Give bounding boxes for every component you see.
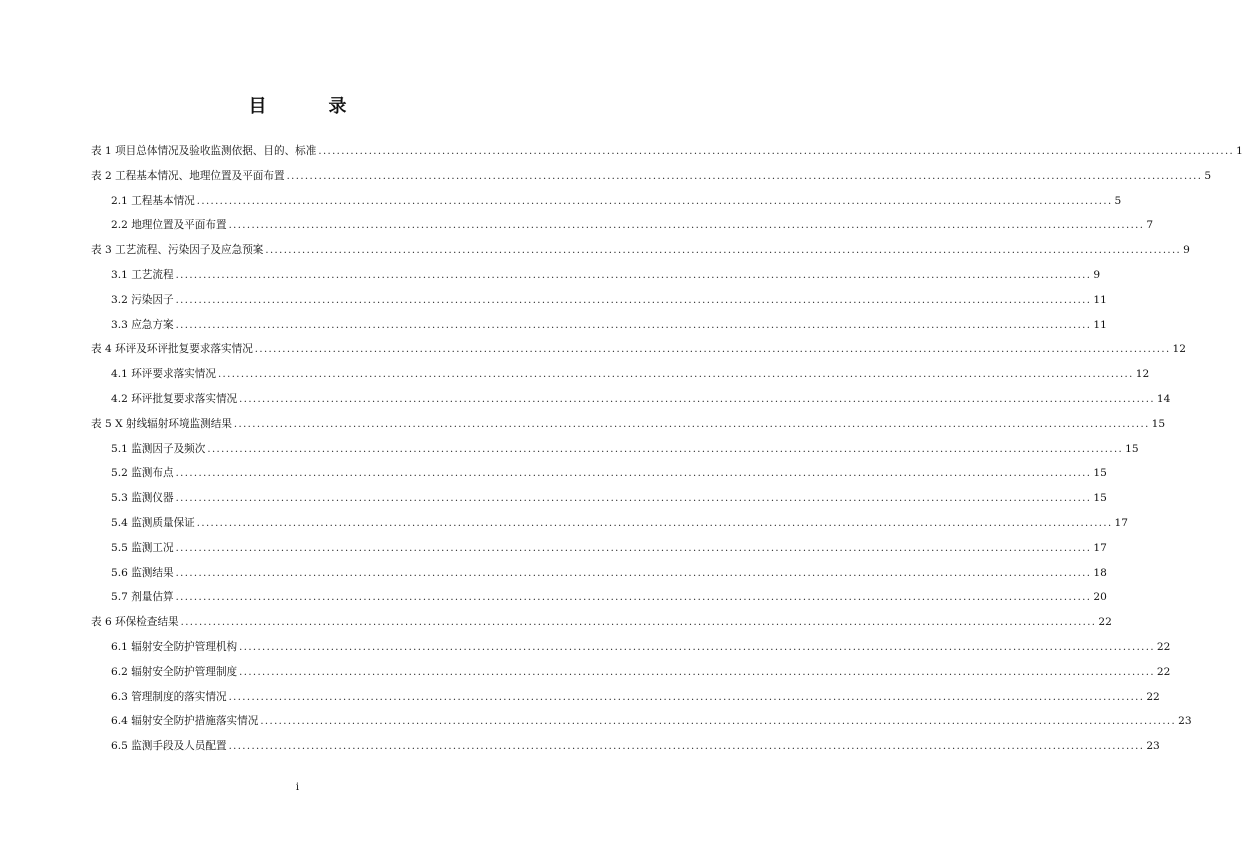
toc-dot-leader: ........................................................................................................................................................................................................ [239, 666, 1155, 678]
toc-entry-page-number: 9 [1183, 244, 1190, 257]
toc-dot-leader: ........................................................................................................................................................................................................ [196, 517, 1113, 529]
toc-entry-page-number: 22 [1146, 690, 1160, 703]
toc-entry-page-number: 15 [1093, 467, 1107, 480]
toc-dot-leader: ........................................................................................................................................................................................................ [175, 567, 1092, 579]
toc-dot-leader: ........................................................................................................................................................................................................ [175, 319, 1092, 331]
toc-entry-label: 3.3 应急方案 [111, 318, 174, 331]
toc-entry-label: 4.2 环评批复要求落实情况 [111, 392, 238, 405]
toc-entry-label: 6.2 辐射安全防护管理制度 [111, 665, 238, 678]
toc-entry-chapter[interactable] [0, 238, 1190, 263]
toc-dot-leader: ........................................................................................................................................................................................................ [175, 592, 1092, 604]
toc-dot-leader: ........................................................................................................................................................................................................ [175, 468, 1092, 480]
toc-entry-page-number: 12 [1172, 343, 1187, 356]
toc-entry-section[interactable] [0, 313, 1107, 338]
toc-entry-label: 6.5 监测手段及人员配置 [111, 740, 227, 753]
toc-entry-page-number: 5 [1114, 194, 1122, 207]
toc-dot-leader: ........................................................................................................................................................................................................ [196, 195, 1113, 207]
toc-entry-section[interactable] [0, 486, 1107, 511]
toc-dot-leader: ........................................................................................................................................................................................................ [318, 146, 1235, 157]
table-of-contents [0, 139, 1243, 759]
toc-dot-leader: ........................................................................................................................................................................................................ [175, 294, 1092, 306]
toc-entry-label: 2.1 工程基本情况 [111, 194, 195, 207]
toc-entry-label: 5.4 监测质量保证 [111, 516, 195, 529]
toc-entry-label: 5.2 监测布点 [111, 467, 174, 480]
toc-entry-section[interactable] [0, 685, 1160, 710]
toc-entry-label: 表 4 环评及环评批复要求落实情况 [91, 343, 253, 356]
toc-entry-page-number: 1 [1236, 145, 1243, 157]
toc-dot-leader: ........................................................................................................................................................................................................ [286, 170, 1203, 182]
toc-entry-label: 6.3 管理制度的落实情况 [111, 690, 227, 703]
toc-entry-section[interactable] [0, 189, 1122, 214]
toc-entry-page-number: 15 [1125, 442, 1139, 455]
toc-entry-section[interactable] [0, 536, 1107, 561]
toc-entry-label: 2.2 地理位置及平面布置 [111, 219, 227, 232]
toc-entry-section[interactable] [0, 387, 1171, 412]
toc-entry-label: 表 1 项目总体情况及验收监测依据、目的、标准 [91, 145, 317, 157]
toc-entry-section[interactable] [0, 213, 1154, 238]
toc-entry-page-number: 23 [1146, 740, 1160, 753]
toc-dot-leader: ........................................................................................................................................................................................................ [239, 393, 1155, 405]
toc-entry-section[interactable] [0, 437, 1139, 462]
toc-entry-page-number: 7 [1146, 219, 1154, 232]
toc-entry-chapter[interactable] [0, 610, 1112, 635]
toc-dot-leader: ........................................................................................................................................................................................................ [228, 220, 1145, 232]
toc-dot-leader: ........................................................................................................................................................................................................ [175, 493, 1092, 505]
toc-dot-leader: ........................................................................................................................................................................................................ [180, 617, 1097, 629]
toc-entry-section[interactable] [0, 461, 1107, 486]
toc-entry-label: 表 2 工程基本情况、地理位置及平面布置 [91, 169, 285, 182]
toc-entry-section[interactable] [0, 288, 1107, 313]
toc-entry-label: 4.1 环评要求落实情况 [111, 368, 216, 381]
toc-entry-section[interactable] [0, 511, 1129, 536]
toc-entry-chapter[interactable] [0, 337, 1187, 362]
toc-entry-page-number: 22 [1156, 640, 1171, 653]
toc-entry-page-number: 5 [1204, 169, 1212, 182]
toc-dot-leader: ........................................................................................................................................................................................................ [228, 741, 1145, 753]
toc-entry-section[interactable] [0, 585, 1107, 610]
toc-dot-leader: ........................................................................................................................................................................................................ [254, 344, 1171, 356]
toc-entry-label: 3.1 工艺流程 [111, 268, 174, 281]
toc-dot-leader: ........................................................................................................................................................................................................ [260, 716, 1177, 728]
toc-entry-section[interactable] [0, 660, 1171, 685]
toc-dot-leader: ........................................................................................................................................................................................................ [233, 418, 1150, 430]
toc-dot-leader: ........................................................................................................................................................................................................ [265, 245, 1182, 257]
toc-entry-section[interactable] [0, 362, 1150, 387]
toc-entry-page-number: 12 [1135, 368, 1150, 381]
toc-dot-leader: ........................................................................................................................................................................................................ [217, 369, 1134, 381]
toc-entry-label: 3.2 污染因子 [111, 293, 174, 306]
toc-entry-section[interactable] [0, 561, 1107, 586]
toc-entry-page-number: 18 [1093, 566, 1107, 579]
toc-entry-label: 6.4 辐射安全防护措施落实情况 [111, 715, 259, 728]
toc-entry-page-number: 15 [1093, 492, 1107, 505]
toc-entry-page-number: 17 [1114, 516, 1129, 529]
toc-entry-label: 5.5 监测工况 [111, 541, 174, 554]
toc-entry-section[interactable] [0, 709, 1192, 734]
toc-entry-section[interactable] [0, 734, 1160, 759]
toc-entry-section[interactable] [0, 635, 1171, 660]
toc-dot-leader: ........................................................................................................................................................................................................ [228, 691, 1145, 703]
toc-entry-page-number: 20 [1093, 591, 1107, 604]
toc-entry-label: 表 3 工艺流程、污染因子及应急预案 [91, 244, 264, 257]
toc-entry-label: 表 6 环保检查结果 [91, 616, 179, 629]
toc-entry-label: 6.1 辐射安全防护管理机构 [111, 640, 238, 653]
toc-entry-page-number: 15 [1151, 417, 1166, 430]
toc-entry-label: 5.3 监测仪器 [111, 492, 174, 505]
toc-entry-label: 5.7 剂量估算 [111, 591, 174, 604]
toc-dot-leader: ........................................................................................................................................................................................................ [207, 443, 1124, 455]
toc-entry-page-number: 17 [1093, 541, 1107, 554]
toc-entry-page-number: 11 [1093, 293, 1107, 306]
toc-dot-leader: ........................................................................................................................................................................................................ [175, 542, 1092, 554]
toc-entry-page-number: 14 [1156, 392, 1171, 405]
page-number-footer: i [295, 782, 300, 793]
toc-entry-chapter[interactable] [0, 412, 1166, 437]
toc-entry-page-number: 11 [1093, 318, 1107, 331]
toc-entry-section[interactable] [0, 263, 1101, 288]
toc-entry-label: 5.6 监测结果 [111, 566, 174, 579]
toc-dot-leader: ........................................................................................................................................................................................................ [175, 269, 1092, 281]
toc-entry-page-number: 9 [1093, 268, 1101, 281]
page-title: 目 录 [248, 96, 369, 117]
toc-entry-page-number: 23 [1178, 715, 1192, 728]
toc-entry-page-number: 22 [1098, 616, 1112, 629]
toc-entry-page-number: 22 [1156, 665, 1171, 678]
toc-entry-label: 表 5 X 射线辐射环境监测结果 [91, 417, 232, 430]
toc-entry-chapter[interactable] [0, 164, 1212, 189]
toc-entry-label: 5.1 监测因子及频次 [111, 442, 206, 455]
toc-dot-leader: ........................................................................................................................................................................................................ [239, 641, 1155, 653]
toc-entry-chapter[interactable] [0, 139, 1243, 164]
